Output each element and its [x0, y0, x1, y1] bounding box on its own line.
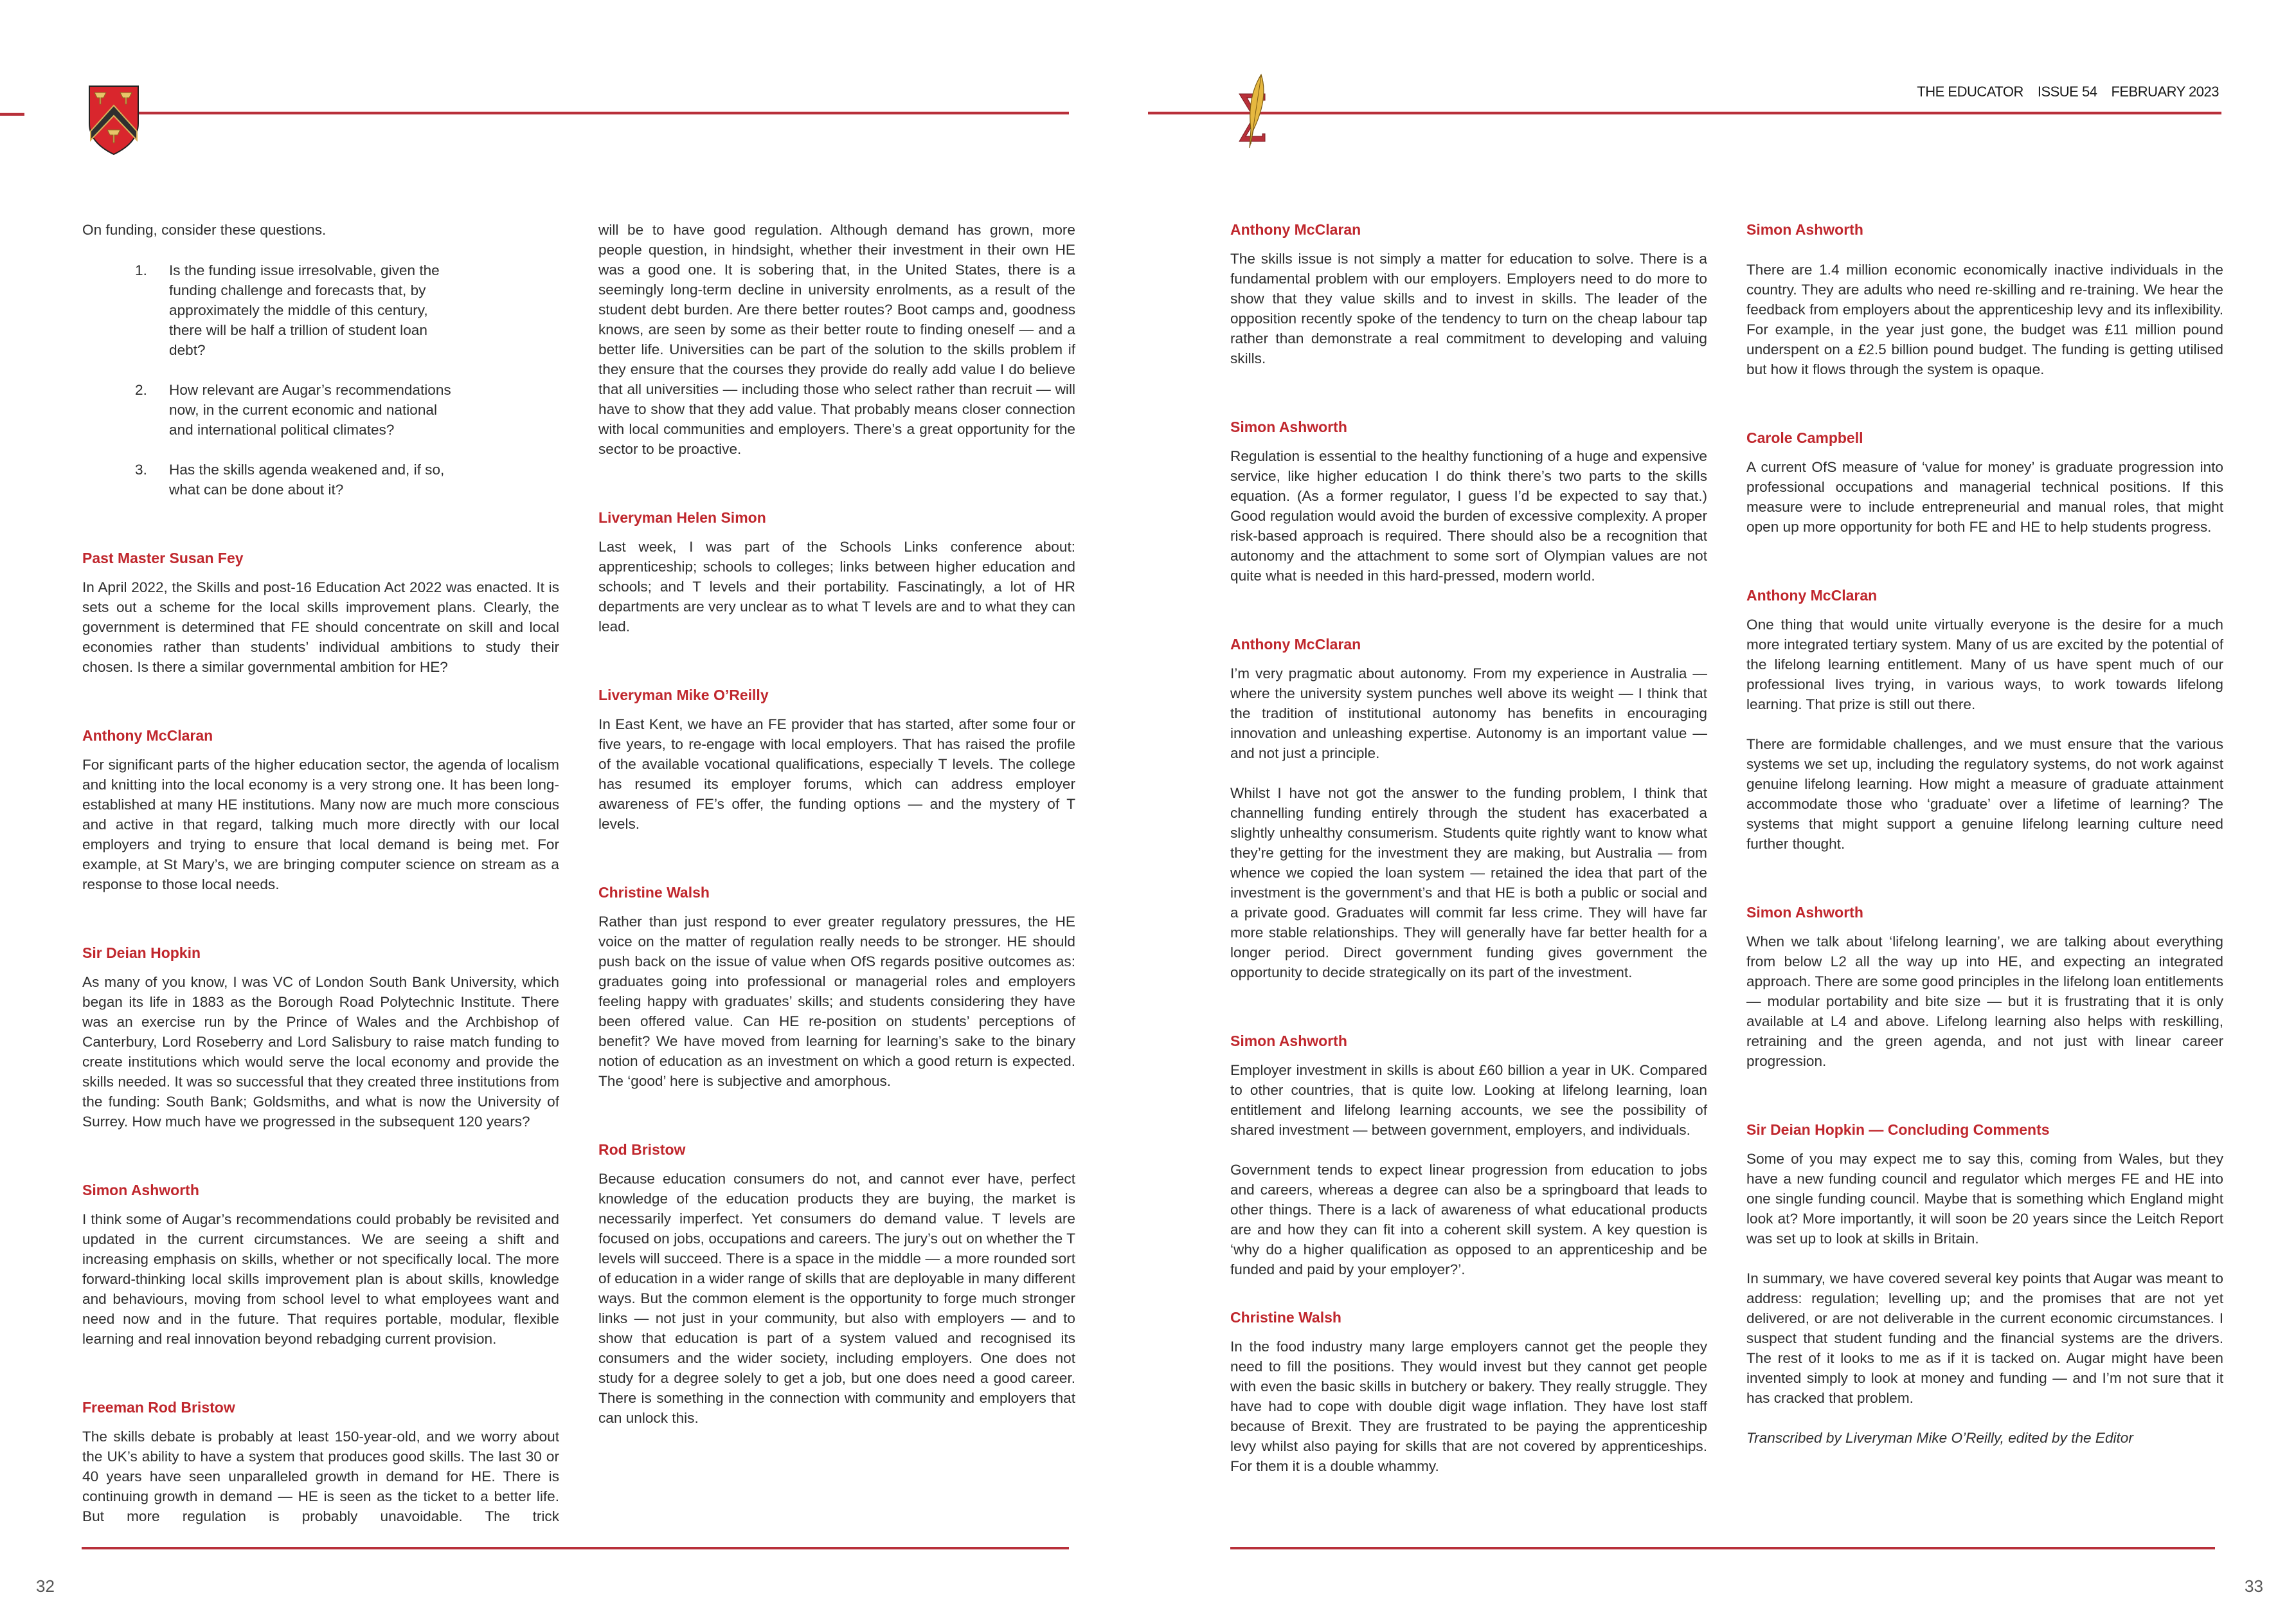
speaker-section: [598, 1140, 1075, 1428]
speaker-section: [82, 548, 559, 677]
speaker-section: [1746, 428, 2223, 537]
speaker-name: Past Master Susan Fey: [82, 550, 244, 566]
question-item: 3. Has the skills agenda weakened and, if so, what can be done about it?: [135, 462, 445, 498]
publication-title: THE EDUCATOR: [1917, 84, 2023, 100]
speaker-name: Simon Ashworth: [1230, 419, 1347, 435]
speaker-text: Because education consumers do not, and cannot ever have, perfect knowledge of the education products they are buying, the market is necessarily imperfect. Yet consumers do demand value. T levels are focused on jobs, occupations and careers. The jury’s out on whether the T levels will succeed. There is a space in the middle — a more rounded sort of education in a wider range of skills that are deployable in many different ways. But the common element is the opportunity to forge much stronger links — not just in your community, but also with employers — and to show that education is part of a system valued and recognised its consumers and the wider society, including employers. One does not study for a degree solely to get a job, but one does need a good career. There is something in the connection with community and employers that can unlock this.: [598, 1171, 1075, 1426]
speaker-text: The skills debate is probably at least 150-year-old, and we worry about the UK’s ability to have a system that produces good skills. The last 30 or 40 years have seen unparalleled growth in demand for HE. There is continuing growth in demand — HE is seen as the ticket to a better life. But more regulation is probably unavoidable. The trick: [82, 1429, 559, 1524]
question-item: 1. Is the funding issue irresolvable, given the funding challenge and forecasts that, by approximately the middle of this century, there will be half a trillion of student loan debt?: [135, 262, 440, 358]
question-item: 2. How relevant are Augar’s recommendations now, in the current economic and national and international political climates?: [135, 382, 451, 438]
speaker-name: Simon Ashworth: [1746, 904, 1863, 921]
header-rule-right: [1148, 112, 2221, 114]
footer-rule-left: [82, 1547, 1069, 1549]
speaker-name: Christine Walsh: [1230, 1309, 1341, 1326]
speaker-text: For significant parts of the higher education sector, the agenda of localism and knitting into the local economy is a very strong one. It has been long-established at many HE institutions. Many now are much more conscious and active in that regard, talking much more directly with our local employers and trying to ensure that local demand is being met. For example, at St Mary’s, we are bringing computer science on stream as a response to those local needs.: [82, 757, 559, 892]
speaker-name: Liveryman Helen Simon: [598, 509, 766, 526]
intro-text: On funding, consider these questions.: [82, 222, 327, 238]
speaker-text: One thing that would unite virtually everyone is the desire for a much more integrated tertiary system. Many of us are excited by the potential of the lifelong learning entitlement. Many of us have spent much of our professional lives trying, in various ways, to work towards lifelong learning. That prize is still out there.: [1746, 617, 2223, 712]
speaker-text: Government tends to expect linear progression from education to jobs and careers, whereas a degree can also be a springboard that leads to other things. There is a lack of awareness of what educational products are and how they can fit into a coherent skill system. A key question is ‘why do a higher qualification as opposed to an apprenticeship and be funded and paid by your employer?’.: [1230, 1162, 1707, 1277]
speaker-name: Sir Deian Hopkin — Concluding Comments: [1746, 1121, 2050, 1138]
speaker-section: [1746, 220, 2223, 379]
column-3: [1230, 220, 1707, 1525]
speaker-name: Liveryman Mike O’Reilly: [598, 687, 769, 703]
questions-list: [82, 260, 559, 500]
quill-sigma-icon: [1235, 72, 1271, 149]
speaker-name: Anthony McClaran: [82, 727, 213, 744]
speaker-section: [1230, 1308, 1707, 1476]
column-4: [1746, 220, 2223, 1468]
speaker-text: The skills issue is not simply a matter for education to solve. There is a fundamental problem with our employers. Employers need to do more to show that they value skills and to invest in skills. The leader of the opposition recently spoke of the tendency to turn on the cheap labour tap rather than demonstrate a real commitment to developing and valuing skills.: [1230, 251, 1707, 366]
footer-rule-right: [1230, 1547, 2215, 1549]
speaker-name: Anthony McClaran: [1230, 221, 1361, 238]
page-number-left: 32: [36, 1576, 55, 1596]
speaker-text: I think some of Augar’s recommendations could probably be revisited and updated in the current circumstances. We are seeing a shift and increasing emphasis on skills, whether or not specifically local. The more forward-thinking local skills improvement plan is about skills, knowledge and behaviours, moving from school level to what employees want and need now and in the future. That requires portable, modular, flexible learning and real innovation beyond rebadging current provision.: [82, 1211, 559, 1347]
speaker-text: I’m very pragmatic about autonomy. From my experience in Australia — where the university system punches well above its weight — I think that the tradition of institutional autonomy has benefits in encouraging innovation and unleashing expertise. Autonomy is an important value — and not just a principle.: [1230, 665, 1707, 761]
speaker-text: When we talk about ‘lifelong learning’, we are talking about everything from below L2 all the way up into HE, and expecting an integrated approach. There are some good principles in the lifelong loan entitlements — modular portability and bite size — but it is frustrating that it is only available at L4 and above. Lifelong learning also helps with reskilling, retraining and the green agenda, and not just with linear career progression.: [1746, 934, 2223, 1069]
speaker-name: Anthony McClaran: [1230, 636, 1361, 653]
speaker-name: Carole Campbell: [1746, 429, 1863, 446]
speaker-section: [82, 726, 559, 894]
speaker-text: In East Kent, we have an FE provider that has started, after some four or five years, to re-engage with local employers. That has raised the profile of the available vocational qualifications, especially T levels. The college has resumed its employer forums, which can address employer awareness of FE’s offer, the funding options — and the mystery of T levels.: [598, 716, 1075, 832]
speaker-section: [82, 1180, 559, 1349]
speaker-text: Last week, I was part of the Schools Links conference about: apprenticeship; schools to colleges; links between higher education and schools; and T levels and their portability. Fascinatingly, a lot of HR departments are very unclear as to what T levels are and to what they can lead.: [598, 539, 1075, 635]
speaker-section: [598, 685, 1075, 834]
continued-text: will be to have good regulation. Although demand has grown, more people question, in hindsight, whether their investment in their own HE was a good one. It is sobering that, in the United States, there is a seemingly long-term decline in university enrolments, as a result of the student debt burden. Are there better routes? Boot camps and, goodness knows, are seen by some as their better route to finding oneself — and a better life. Universities can be part of the solution to the skills problem if they ensure that the courses they provide do really add value I do believe that all universities — including those who select rather than recruit — will have to show that they add value. That probably means closer connection with local communities and employers. There’s a great opportunity for the sector to be proactive.: [598, 222, 1075, 457]
speaker-section: [82, 943, 559, 1132]
speaker-text: Regulation is essential to the healthy functioning of a huge and expensive service, like higher education I do think there’s two parts to the skills equation. (As a former regulator, I guess I’d be expected to say that.) Good regulation would avoid the burden of excessive complexity. A proper risk-based approach is required. There should also be a recognition that autonomy and the attachment to some sort of Olympian values are not quite what is needed in this hard-pressed, modern world.: [1230, 448, 1707, 584]
speaker-text: Some of you may expect me to say this, coming from Wales, but they have a new funding council and regulator which merges FE and HE into one single funding council. Maybe that is something which England might look at? More importantly, it will soon be 20 years since the Leitch Report was set up to look at skills in Britain.: [1746, 1151, 2223, 1247]
column-1: [82, 220, 559, 1575]
speaker-section: [1230, 220, 1707, 368]
header-rule-left: [105, 112, 1069, 114]
column-2: [598, 220, 1075, 1477]
speaker-section: [1230, 417, 1707, 586]
speaker-section: [1230, 1031, 1707, 1279]
speaker-name: Simon Ashworth: [1746, 221, 1863, 238]
speaker-name: Anthony McClaran: [1746, 587, 1878, 604]
speaker-text: There are formidable challenges, and we must ensure that the various systems we set up, including the regulatory systems, do not work against genuine lifelong learning. How might a measure of graduate attainment accommodate those who ‘graduate’ over a lifetime of learning? The systems that might support a genuine lifelong learning culture need further thought.: [1746, 736, 2223, 852]
speaker-text: In the food industry many large employers cannot get the people they need to fill the positions. They would invest but they cannot get people with even the basic skills in butchery or bakery. They really struggle. They have had to cope with double digit wage inflation. They have lost staff because of Brexit. They are frustrated to be paying the apprenticeship levy whilst also paying for skills that are not covered by apprenticeships. For them it is a double whammy.: [1230, 1339, 1707, 1474]
speaker-text: A current OfS measure of ‘value for money’ is graduate progression into professional occupations and managerial technical positions. If this measure were to include entrepreneurial and manual roles, that might open up more opportunity for both FE and HE to help students progress.: [1746, 459, 2223, 535]
speaker-name: Christine Walsh: [598, 884, 710, 901]
speaker-section: [1746, 586, 2223, 854]
speaker-section: [82, 1398, 559, 1526]
transcription-credit: Transcribed by Liveryman Mike O’Reilly, edited by the Editor: [1746, 1430, 2133, 1446]
issue-date: FEBRUARY 2023: [2111, 84, 2219, 100]
speaker-name: Sir Deian Hopkin: [82, 944, 201, 961]
speaker-text: Rather than just respond to ever greater regulatory pressures, the HE voice on the matter of regulation really needs to be stronger. HE should push back on the issue of value when OfS regards positive outcomes as: graduates going into professional or managerial roles and employers feeling happy with graduates’ skills; and students considering they have been offered value. Can HE re-position on students’ perceptions of benefit? We have moved from learning for learning’s sake to the binary notion of education as an investment on which a good return is expected. The ‘good’ here is subjective and amorphous.: [598, 914, 1075, 1089]
speaker-text: Employer investment in skills is about £60 billion a year in UK. Compared to other countries, that is quite low. Looking at lifelong learning, loan entitlement and lifelong learning accounts, we see the possibility of shared investment — between government, employers, and individuals.: [1230, 1062, 1707, 1138]
speaker-name: Rod Bristow: [598, 1141, 686, 1158]
speaker-name: Freeman Rod Bristow: [82, 1399, 235, 1416]
heraldic-crest-icon: [88, 84, 139, 156]
header-rule-left-stub: [0, 113, 24, 116]
speaker-text: There are 1.4 million economic economically inactive individuals in the country. They are adults who need re-skilling and re-training. We hear the feedback from employers about the apprenticeship levy and its inflexibility. For example, in the year just gone, the budget was £11 million pound underspent on a £2.5 billion pound budget. The funding is getting utilised but how it flows through the system is opaque.: [1746, 262, 2223, 377]
speaker-section: [1746, 903, 2223, 1071]
speaker-section: [598, 508, 1075, 636]
page-number-right: 33: [2245, 1576, 2263, 1596]
speaker-text: In summary, we have covered several key points that Augar was meant to address: regulation; levelling up; and the promises that are not yet delivered, or are not deliverable in the current economic circumstances. I suspect that student funding and the financial systems are the drivers. The rest of it looks to me as if it is tacked on. Augar might have been invented simply to look at money and funding — and I’m not sure that it has cracked that problem.: [1746, 1270, 2223, 1406]
speaker-name: Simon Ashworth: [82, 1182, 199, 1198]
speaker-section: [1746, 1120, 2223, 1408]
speaker-section: [1230, 635, 1707, 982]
speaker-section: [598, 883, 1075, 1091]
issue-number: ISSUE 54: [2037, 84, 2097, 100]
speaker-name: Simon Ashworth: [1230, 1033, 1347, 1049]
running-head: [1917, 84, 2219, 100]
speaker-text: In April 2022, the Skills and post-16 Education Act 2022 was enacted. It is sets out a scheme for the local skills improvement plans. Clearly, the government is determined that FE should concentrate on skill and local economies rather than students’ individual ambitions to study their chosen. Is there a similar governmental ambition for HE?: [82, 579, 559, 675]
speaker-text: As many of you know, I was VC of London South Bank University, which began its life in 1883 as the Borough Road Polytechnic Institute. There was an exercise run by the Prince of Wales and the Archbishop of Canterbury, Lord Roseberry and Lord Salisbury to raise match funding to create institutions which would serve the local economy and provide the skills needed. It was so successful that they created three institutions from the funding: South Bank; Goldsmiths, and what is now the University of Surrey. How much have we progressed in the subsequent 120 years?: [82, 974, 559, 1130]
speaker-text: Whilst I have not got the answer to the funding problem, I think that channelling funding entirely through the student has exacerbated a slightly unhealthy consumerism. Students quite rightly want to know what they’re getting for the investment they are making, but Australia — from whence we copied the loan system — retained the idea that part of the investment is the government’s and that HE is both a public or social and a private good. Graduates will commit far less crime. They will have far more stable relationships. They will generally have far better health for a longer period. Direct government funding gives government the opportunity to decide strategically on its part of the investment.: [1230, 785, 1707, 980]
